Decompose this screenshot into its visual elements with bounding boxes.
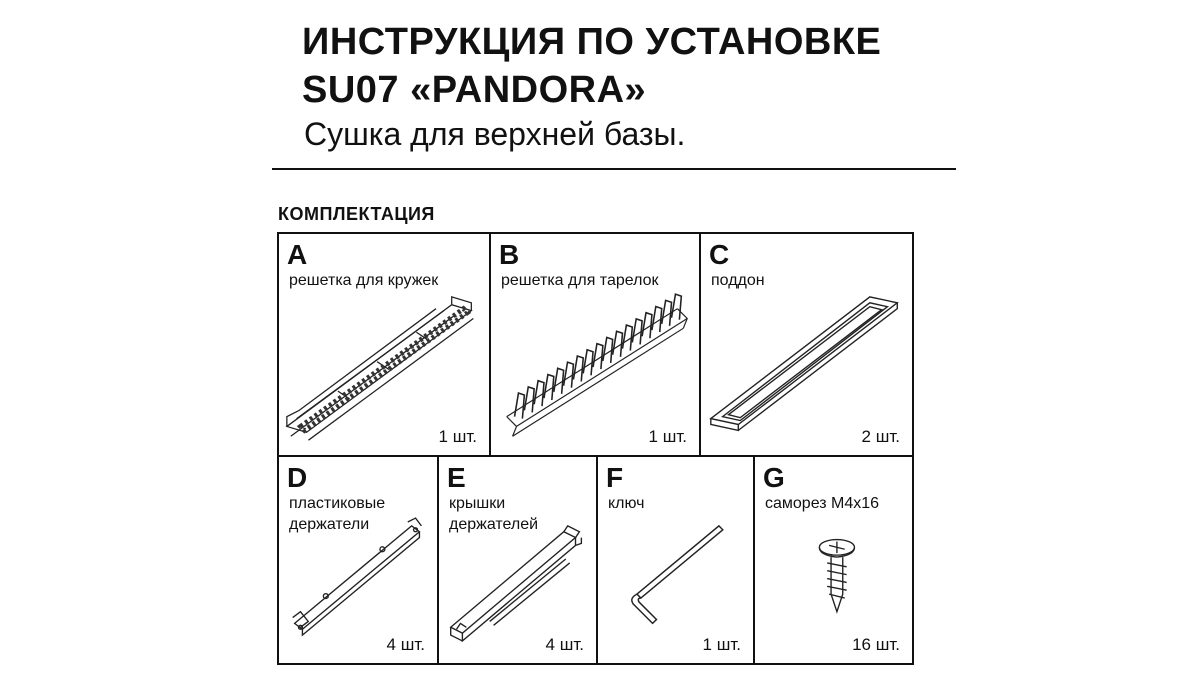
item-qty: 1 шт. — [702, 635, 741, 654]
item-letter: D — [287, 462, 308, 493]
kit-heading: КОМПЛЕКТАЦИЯ — [278, 204, 435, 224]
rack-loop — [564, 362, 574, 388]
kit-item-e — [437, 455, 598, 665]
rack-loop — [534, 381, 544, 407]
item-letter: G — [763, 462, 785, 493]
item-letter: E — [447, 462, 466, 493]
item-letter: F — [606, 462, 624, 493]
item-name: пластиковые держатели — [289, 495, 386, 533]
item-qty: 16 шт. — [852, 635, 900, 654]
rack-loop — [573, 356, 583, 382]
item-name: саморез М4х16 — [765, 495, 880, 512]
rack-loop — [524, 387, 534, 413]
item-name: крышки держателей — [449, 495, 539, 533]
rack-loop — [583, 350, 593, 376]
item-qty: 4 шт. — [545, 635, 584, 654]
drip-tray-icon — [701, 234, 912, 455]
rack-loop — [515, 393, 525, 419]
rack-loop — [632, 319, 642, 345]
rack-loop — [613, 331, 623, 357]
kit-item-a — [277, 232, 491, 457]
kit-item-c — [699, 232, 914, 457]
item-letter: C — [709, 239, 730, 270]
kit-item-b — [489, 232, 701, 457]
title-line-1: ИНСТРУКЦИЯ ПО УСТАНОВКЕ — [302, 21, 882, 63]
kit-item-g — [753, 455, 914, 665]
plate-rack-icon — [491, 234, 699, 455]
rack-loop — [554, 368, 564, 394]
cup-rack-icon — [279, 234, 489, 455]
item-letter: A — [287, 239, 308, 270]
rack-loop — [603, 337, 613, 363]
rack-loop — [642, 313, 652, 339]
title-line-2: SU07 «PANDORA» — [302, 69, 647, 111]
rack-loop — [662, 300, 672, 326]
item-letter: B — [499, 239, 520, 270]
item-qty: 1 шт. — [648, 427, 687, 446]
rack-loop — [672, 294, 682, 320]
item-qty: 1 шт. — [438, 427, 477, 446]
rack-loop — [652, 307, 662, 333]
rack-loop — [593, 344, 603, 370]
header-divider — [272, 168, 956, 170]
item-name: решетка для тарелок — [501, 272, 659, 289]
item-name: ключ — [608, 495, 645, 512]
kit-item-d — [277, 455, 439, 665]
rack-loop — [544, 375, 554, 401]
kit-item-f — [596, 455, 755, 665]
rack-loop — [622, 325, 632, 351]
subtitle: Сушка для верхней базы. — [304, 116, 686, 152]
item-name: поддон — [711, 272, 765, 289]
item-name: решетка для кружек — [289, 272, 439, 289]
item-qty: 2 шт. — [861, 427, 900, 446]
item-qty: 4 шт. — [386, 635, 425, 654]
